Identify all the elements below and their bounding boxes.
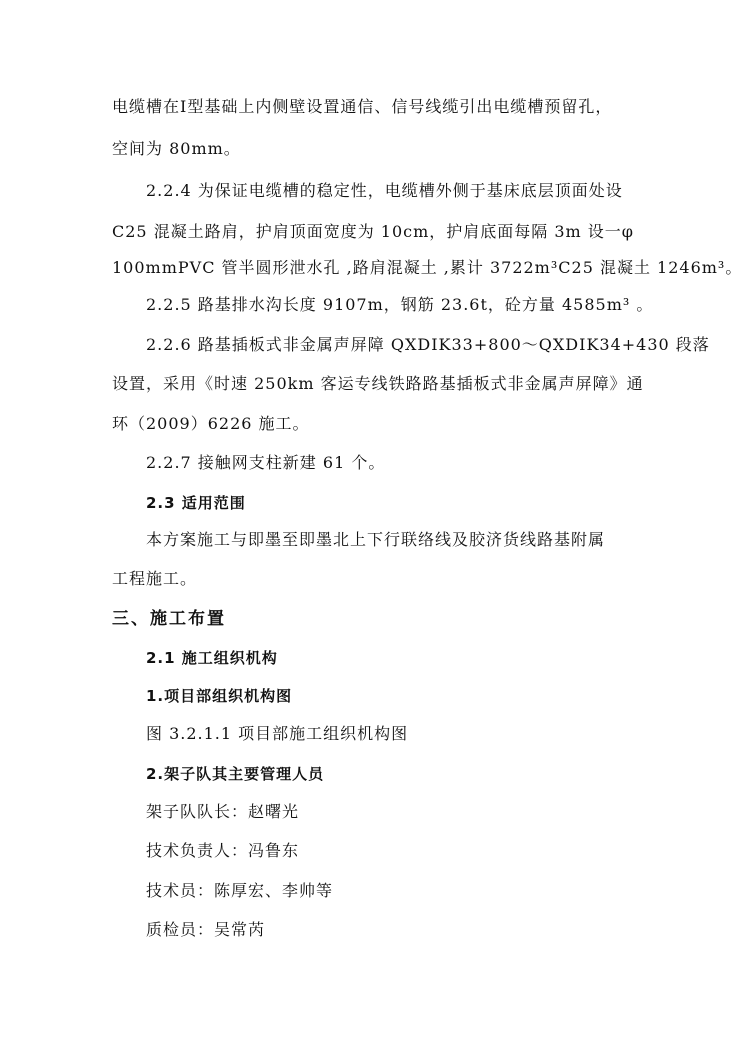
section-2-2-5: 2.2.5 路基排水沟长度 9107m，钢筋 23.6t，砼方量 4585m³ 。 [146,295,654,314]
section-2-2-7: 2.2.7 接触网支柱新建 61 个。 [146,453,386,472]
staff-quality-inspector: 质检员：吴常芮 [146,920,266,939]
staff-team-leader: 架子队队长：赵曙光 [146,802,300,821]
section-2-2-6-line-2: 设置，采用《时速 250km 客运专线铁路路基插板式非金属声屏障》通 [112,374,644,393]
figure-caption: 图 3.2.1.1 项目部施工组织机构图 [146,724,409,743]
section-2-2-6-line-3: 环（2009）6226 施工。 [112,414,310,433]
heading-scope: 2.3 适用范围 [146,494,246,512]
section-2-2-4-line-1: 2.2.4 为保证电缆槽的稳定性，电缆槽外侧于基床底层顶面处设 [146,181,623,200]
section-2-2-4-line-2: C25 混凝土路肩，护肩顶面宽度为 10cm，护肩底面每隔 3m 设一φ [112,222,634,241]
heading-organization: 2.1 施工组织机构 [146,649,278,667]
staff-technicians: 技术员：陈厚宏、李帅等 [146,881,334,900]
paragraph-line-1: 电缆槽在Ⅰ型基础上内侧壁设置通信、信号线缆引出电缆槽预留孔， [112,97,613,116]
staff-technical-lead: 技术负责人：冯鲁东 [146,841,300,860]
heading-management-staff: 2.架子队其主要管理人员 [146,765,325,783]
heading-org-chart: 1.项目部组织机构图 [146,687,293,705]
section-2-2-6-line-1: 2.2.6 路基插板式非金属声屏障 QXDIK33+800～QXDIK34+430 段落 [146,335,710,354]
scope-line-1: 本方案施工与即墨至即墨北上下行联络线及胶济货线路基附属 [146,530,606,549]
section-2-2-4-line-3: 100mmPVC 管半圆形泄水孔 ,路肩混凝土 ,累计 3722m³C25 混凝土 1246m³。 [112,258,743,277]
scope-line-2: 工程施工。 [112,569,198,588]
paragraph-line-2: 空间为 80mm。 [112,139,241,158]
heading-construction-layout: 三、施工布置 [112,609,226,629]
